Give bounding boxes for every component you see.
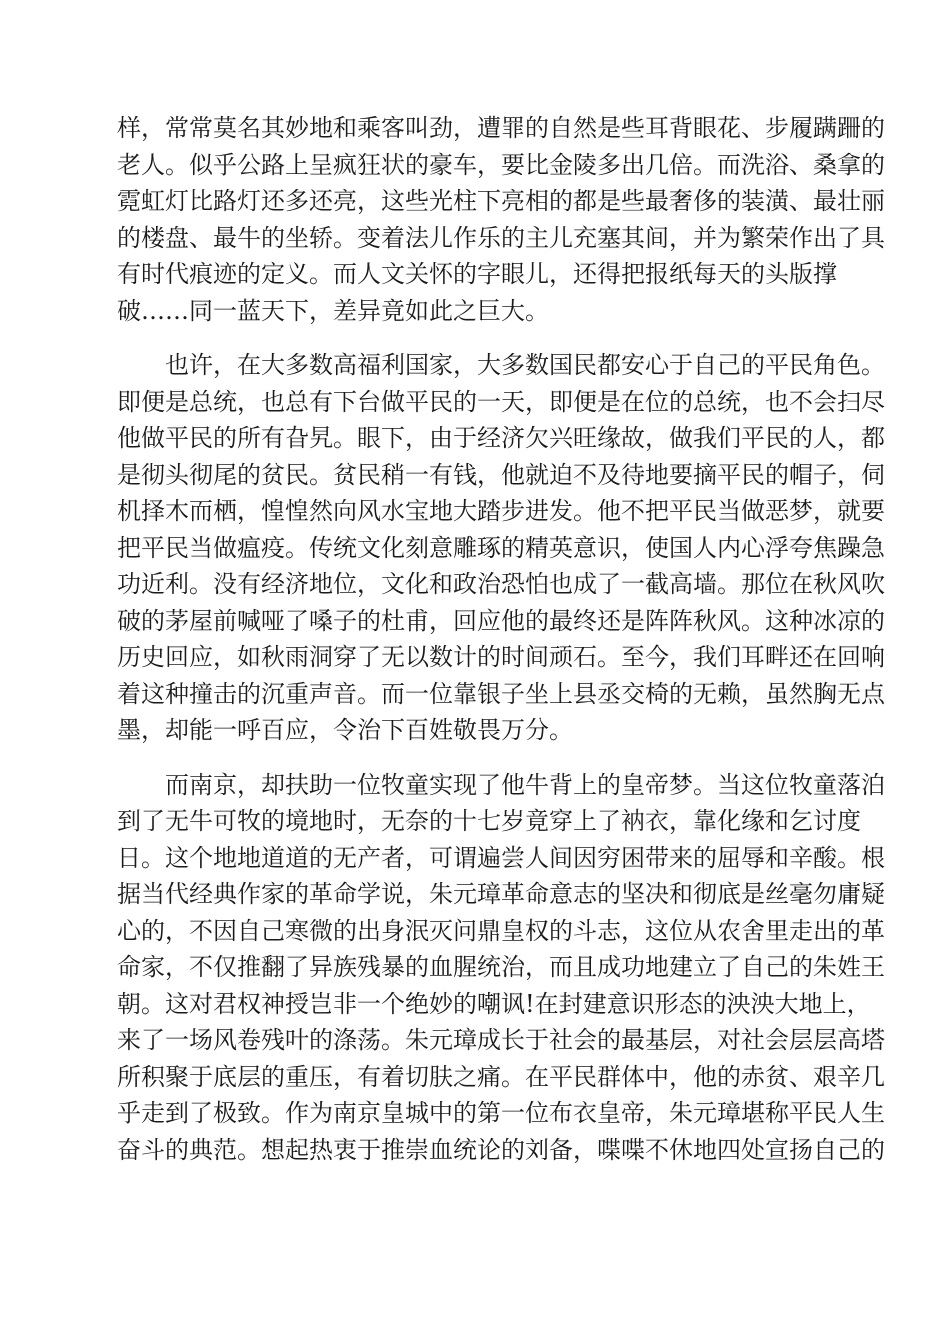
- article-body: [117, 110, 885, 1168]
- text-line: 朝。这对君权神授岂非一个绝妙的嘲讽!在封建意识形态的泱泱大地上，: [117, 989, 871, 1018]
- text-line: 老人。似乎公路上呈疯狂状的豪车，要比金陵多出几倍。而洗浴、桑拿的: [117, 150, 885, 179]
- text-line: 是彻头彻尾的贫民。贫民稍一有钱，他就迫不及待地要摘平民的帽子，伺: [117, 460, 885, 489]
- text-line: 命家，不仅推翻了异族残暴的血腥统治，而且成功地建立了自己的朱姓王: [117, 953, 885, 981]
- text-line: 到了无牛可牧的境地时，无奈的十七岁竟穿上了衲衣，靠化缘和乞讨度: [117, 807, 861, 835]
- paragraph-spacer: [117, 329, 837, 347]
- text-line: 也许，在大多数高福利国家，大多数国民都安心于自己的平民角色。: [165, 351, 885, 379]
- text-line: 有时代痕迹的定义。而人文关怀的字眼儿，还得把报纸每天的头版撑: [117, 260, 837, 288]
- text-line: 历史回应，如秋雨洞穿了无以数计的时间顽石。至今，我们耳畔还在回响: [117, 643, 885, 671]
- text-line: 破的茅屋前喊哑了嗓子的杜甫，回应他的最终还是阵阵秋风。这种冰凉的: [117, 606, 885, 635]
- text-line: 而南京，却扶助一位牧童实现了他牛背上的皇帝梦。当这位牧童落泊: [165, 770, 885, 799]
- text-line: 来了一场风卷残叶的涤荡。朱元璋成长于社会的最基层，对社会层层高塔: [117, 1026, 885, 1054]
- text-line: 机择木而栖，惶惶然向风水宝地大踏步进发。他不把平民当做恶梦，就要: [117, 497, 885, 525]
- text-line: 着这种撞击的沉重声音。而一位靠银子坐上县丞交椅的无赖，虽然胸无点: [117, 679, 885, 708]
- paragraph-3: [117, 767, 885, 1169]
- text-line: 即便是总统，也总有下台做平民的一天，即便是在位的总统，也不会扫尽: [117, 387, 885, 416]
- text-line: 心的，不因自己寒微的出身泯灭问鼎皇权的斗志，这位从农舍里走出的革: [117, 916, 885, 945]
- text-line: 所积聚于底层的重压，有着切肤之痛。在平民群体中，他的赤贫、艰辛几: [117, 1062, 885, 1091]
- text-line: 功近利。没有经济地位，文化和政治恐怕也成了一截高墙。那位在秋风吹: [117, 570, 885, 598]
- text-line: 的楼盘、最牛的坐轿。变着法儿作乐的主儿充塞其间，并为繁荣作出了具: [117, 223, 885, 252]
- text-line: 据当代经典作家的革命学说，朱元璋革命意志的坚决和彻底是丝毫勿庸疑: [117, 880, 885, 908]
- text-line: 把平民当做瘟疫。传统文化刻意雕琢的精英意识，使国人内心浮夸焦躁急: [117, 533, 885, 562]
- text-line: 乎走到了极致。作为南京皇城中的第一位布衣皇帝，朱元璋堪称平民人生: [117, 1099, 885, 1127]
- paragraph-2: [117, 347, 885, 749]
- text-line: 日。这个地地道道的无产者，可谓遍尝人间因穷困带来的屈辱和辛酸。根: [117, 843, 885, 872]
- text-line: 他做平民的所有旮旯。眼下，由于经济欠兴旺缘故，做我们平民的人，都: [117, 424, 885, 452]
- text-line: 霓虹灯比路灯还多还亮，这些光柱下亮相的都是些最奢侈的装潢、最壮丽: [117, 187, 885, 215]
- text-line: 破……同一蓝天下，差异竟如此之巨大。: [117, 296, 549, 325]
- paragraph-spacer: [117, 749, 837, 767]
- paragraph-1: [117, 110, 885, 329]
- text-line: 墨，却能一呼百应，令治下百姓敬畏万分。: [117, 716, 573, 744]
- text-line: 奋斗的典范。想起热衷于推崇血统论的刘备，喋喋不休地四处宣扬自己的: [117, 1135, 885, 1164]
- text-line: 样，常常莫名其妙地和乘客叫劲，遭罪的自然是些耳背眼花、步履蹒跚的: [117, 114, 885, 142]
